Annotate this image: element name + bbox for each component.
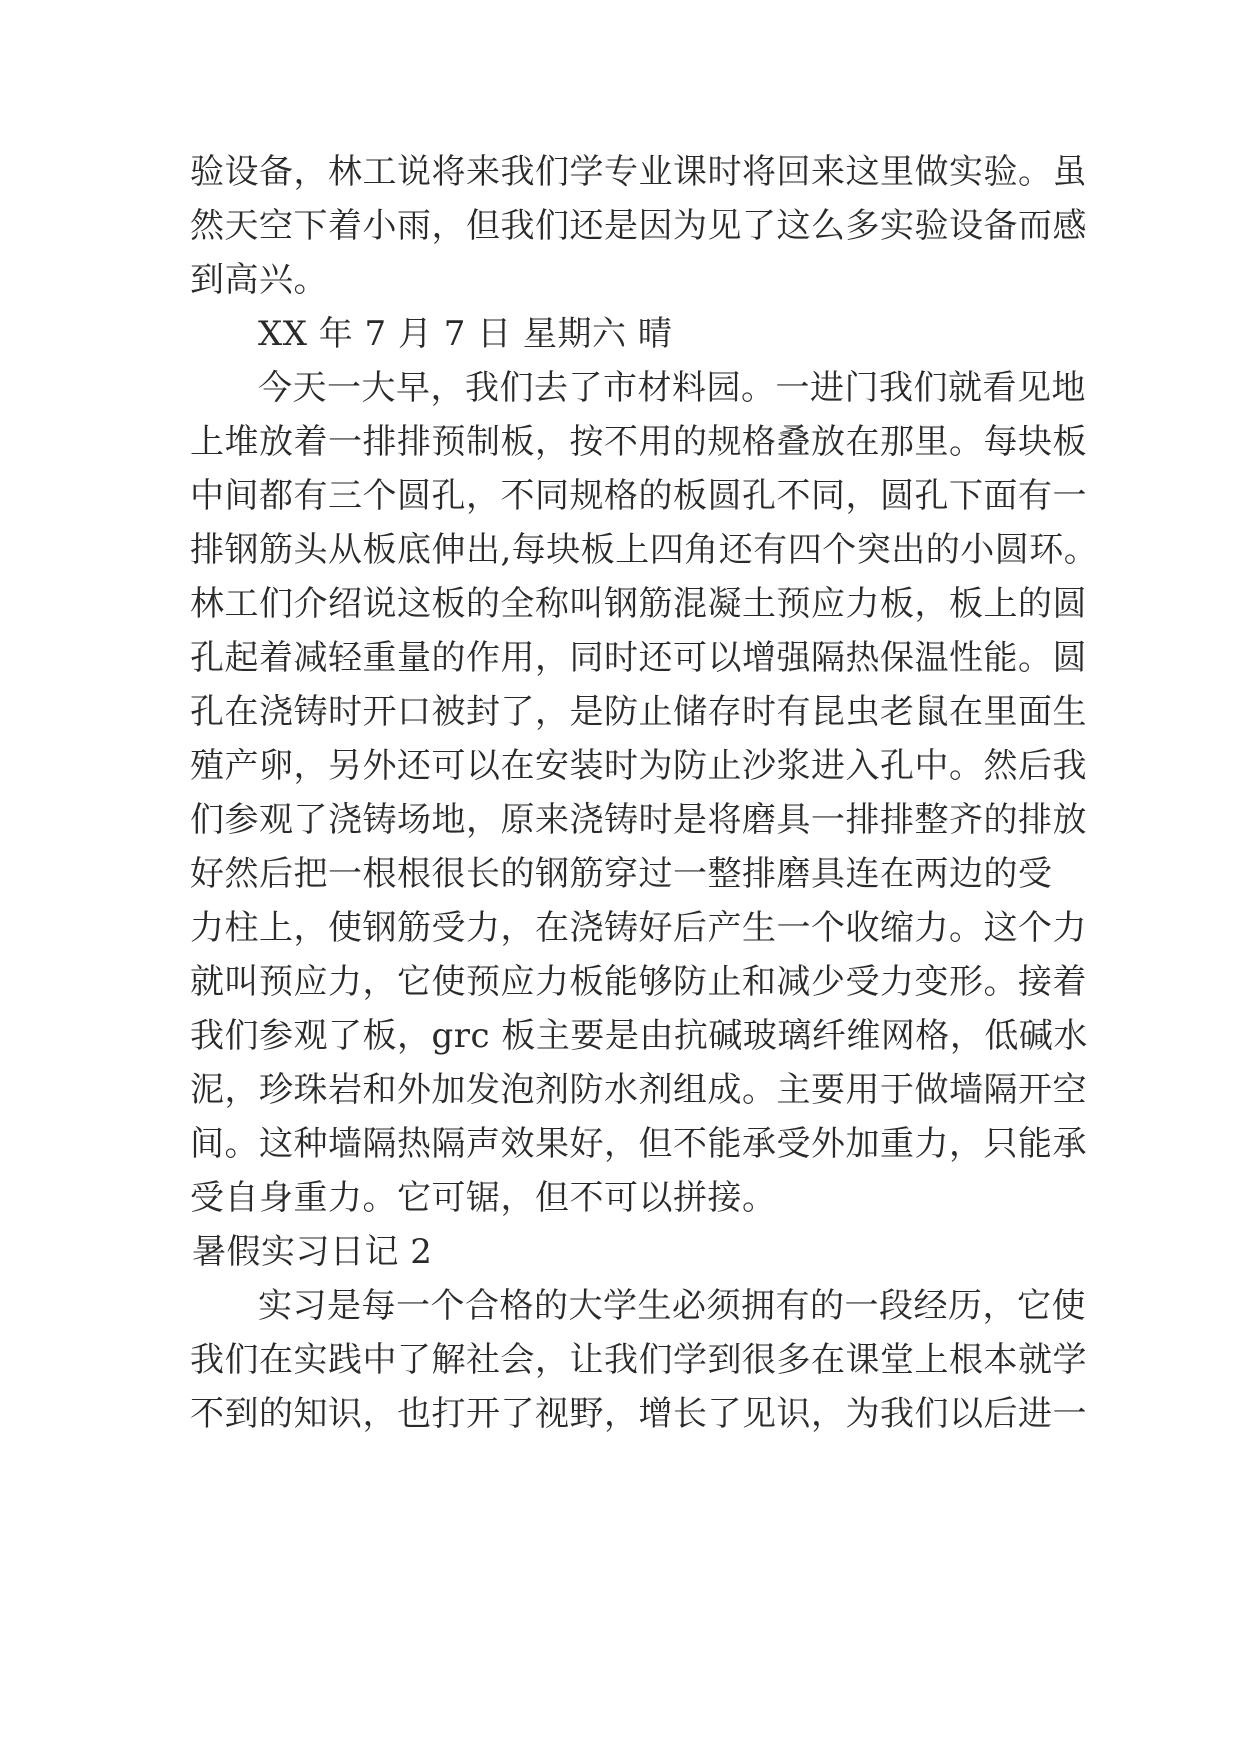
paragraph-start-line: 实习是每一个合格的大学生必须拥有的一段经历，它使 xyxy=(258,1286,1086,1326)
text-line: 上堆放着一排排预制板，按不用的规格叠放在那里。每块板 xyxy=(190,422,1087,462)
text-line: 我们在实践中了解社会，让我们学到很多在课堂上根本就学 xyxy=(190,1340,1087,1380)
text-line: 不到的知识，也打开了视野，增长了见识，为我们以后进一 xyxy=(190,1394,1087,1434)
section-heading: 暑假实习日记 2 xyxy=(192,1232,433,1272)
text-line: 到高兴。 xyxy=(190,260,328,300)
text-line: 力柱上，使钢筋受力，在浇铸好后产生一个收缩力。这个力 xyxy=(190,908,1087,948)
text-line: 殖产卵，另外还可以在安装时为防止沙浆进入孔中。然后我 xyxy=(190,746,1087,786)
text-line: 孔起着减轻重量的作用，同时还可以增强隔热保温性能。圆 xyxy=(190,638,1087,678)
text-line: 中间都有三个圆孔，不同规格的板圆孔不同，圆孔下面有一 xyxy=(190,476,1087,516)
text-line: 验设备，林工说将来我们学专业课时将回来这里做实验。虽 xyxy=(190,152,1087,192)
text-line: 我们参观了板，grc 板主要是由抗碱玻璃纤维网格，低碱水 xyxy=(190,1016,1088,1056)
text-line: 泥，珍珠岩和外加发泡剂防水剂组成。主要用于做墙隔开空 xyxy=(190,1070,1087,1110)
text-line: 孔在浇铸时开口被封了，是防止储存时有昆虫老鼠在里面生 xyxy=(190,692,1087,732)
text-line: 们参观了浇铸场地，原来浇铸时是将磨具一排排整齐的排放 xyxy=(190,800,1087,840)
text-line: 好然后把一根根很长的钢筋穿过一整排磨具连在两边的受 xyxy=(190,854,1053,894)
text-line: 排钢筋头从板底伸出,每块板上四角还有四个突出的小圆环。 xyxy=(190,530,1099,570)
paragraph-start-line: 今天一大早，我们去了市材料园。一进门我们就看见地 xyxy=(258,368,1086,408)
date-line: XX 年 7 月 7 日 星期六 晴 xyxy=(258,314,673,354)
text-line: 间。这种墙隔热隔声效果好，但不能承受外加重力，只能承 xyxy=(190,1124,1087,1164)
text-line: 然天空下着小雨，但我们还是因为见了这么多实验设备而感 xyxy=(190,206,1087,246)
text-line: 就叫预应力，它使预应力板能够防止和减少受力变形。接着 xyxy=(190,962,1087,1002)
text-line: 林工们介绍说这板的全称叫钢筋混凝土预应力板，板上的圆 xyxy=(190,584,1087,624)
text-line: 受自身重力。它可锯，但不可以拼接。 xyxy=(190,1178,777,1218)
